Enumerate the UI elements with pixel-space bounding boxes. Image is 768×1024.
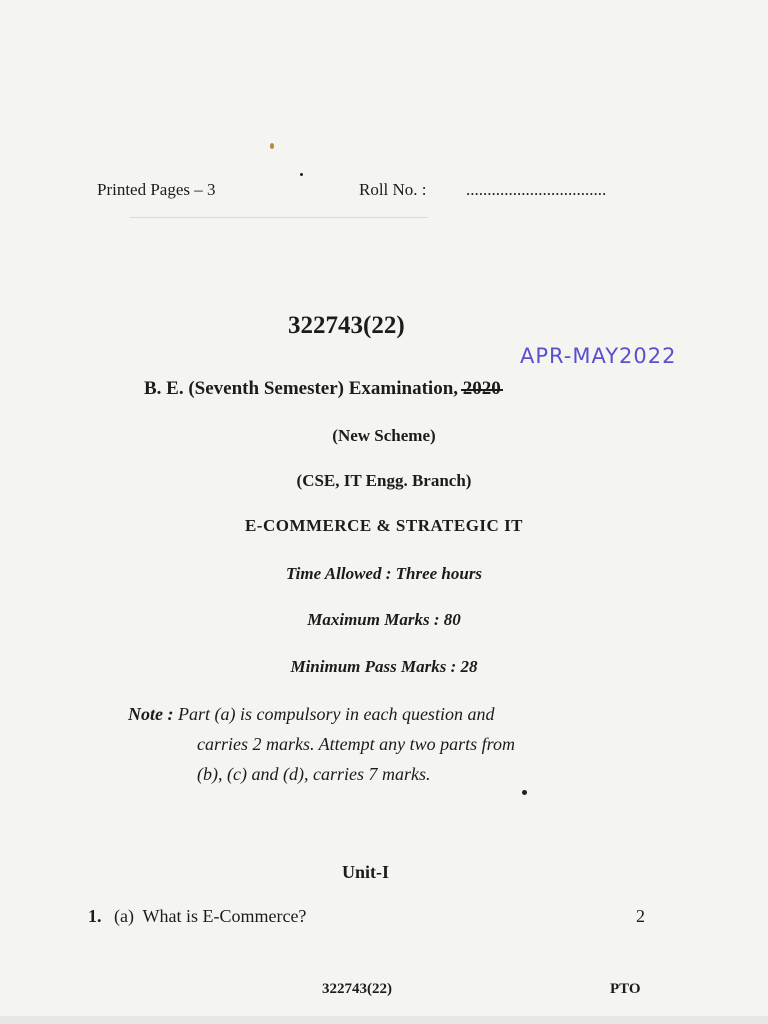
footer-paper-code: 322743(22) [322, 981, 392, 997]
handwritten-session-note: APR-MAY2022 [520, 344, 677, 368]
exam-title-prefix: B. E. (Seventh Semester) Examination, [144, 378, 459, 399]
note-label: Note : [128, 704, 174, 724]
roll-no-blank: ................................. [466, 180, 607, 199]
speck [300, 173, 303, 176]
question-marks: 2 [636, 906, 645, 926]
printed-pages: Printed Pages – 3 [97, 180, 216, 199]
bleed-through-text: ​──────────────────────────── [130, 210, 428, 226]
time-allowed: Time Allowed : Three hours [285, 564, 483, 583]
question-part: (a) [114, 906, 134, 926]
note-line-2: carries 2 marks. Attempt any two parts from [197, 734, 515, 754]
paper-code: 322743(22) [288, 312, 405, 339]
question-text: What is E-Commerce? [142, 906, 307, 926]
note-line-1 [128, 704, 494, 725]
note-line-3: (b), (c) and (d), carries 7 marks. [197, 764, 431, 784]
speck [522, 790, 527, 795]
question-1a [88, 906, 306, 927]
exam-year-struck: 2020 [462, 378, 501, 399]
speck [270, 143, 274, 149]
footer-pto: PTO [610, 981, 641, 997]
question-number: 1. [88, 906, 102, 926]
note-text-1: Part (a) is compulsory in each question and [177, 704, 495, 724]
page-bottom-edge [0, 1016, 768, 1024]
exam-scheme: (New Scheme) [332, 426, 436, 445]
exam-title [144, 378, 501, 400]
exam-branch: (CSE, IT Engg. Branch) [296, 471, 472, 490]
exam-subject: E-COMMERCE & STRATEGIC IT [244, 516, 524, 535]
unit-heading: Unit-I [342, 862, 390, 882]
minimum-pass-marks: Minimum Pass Marks : 28 [290, 657, 478, 676]
maximum-marks: Maximum Marks : 80 [307, 610, 461, 629]
roll-no-label: Roll No. : [359, 180, 427, 199]
